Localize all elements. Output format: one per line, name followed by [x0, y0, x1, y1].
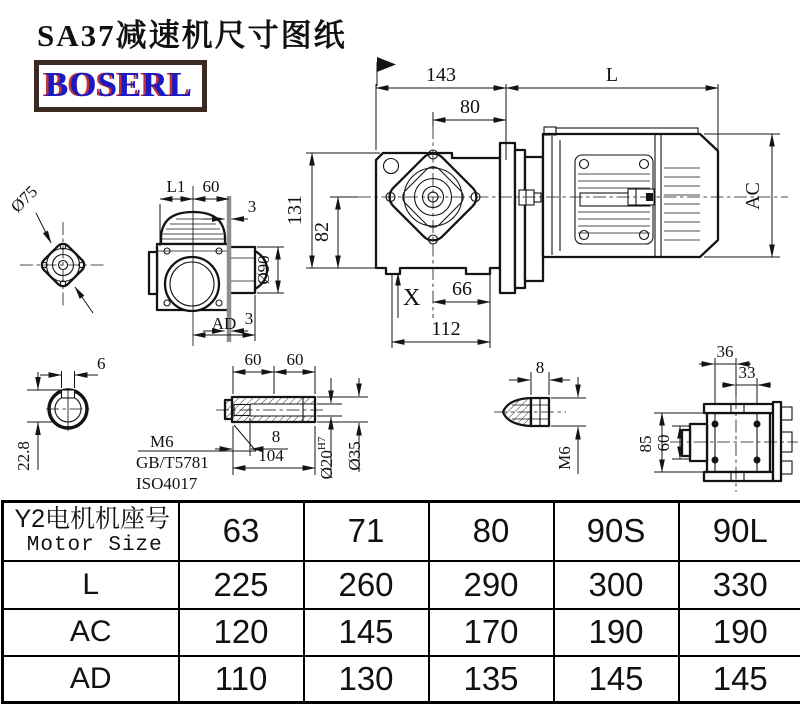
dim-6: 6: [97, 354, 106, 373]
dim-L1: L1: [166, 177, 186, 196]
table-row-L: [3, 561, 800, 609]
dim-33: 33: [738, 363, 756, 382]
key-section-view: [14, 354, 106, 471]
value-cell: 145: [304, 609, 429, 656]
dim-d20: Ø20: [317, 450, 336, 480]
row-label-cell: AC: [3, 609, 179, 656]
dim-104: 104: [258, 446, 284, 465]
row-label-cell: AD: [3, 656, 179, 703]
dim-m6-bolt: M6: [555, 446, 574, 470]
table-row-AC: [3, 609, 800, 656]
dim-d20-tolerance: H7: [316, 436, 328, 451]
dim-22-8: 22.8: [14, 441, 33, 471]
dim-L: L: [605, 64, 619, 86]
dim-80: 80: [460, 96, 480, 118]
label-gb-t5781: GB/T5781: [136, 453, 209, 472]
bolt-view: [494, 358, 586, 474]
value-cell: 225: [179, 561, 304, 609]
main-view: [284, 57, 788, 348]
label-m6: M6: [150, 432, 174, 451]
dim-82: 82: [311, 222, 333, 242]
dim-66: 66: [452, 278, 472, 300]
value-cell: 110: [179, 656, 304, 703]
dim-AD: AD: [211, 314, 237, 333]
dim-8-key: 8: [271, 427, 281, 446]
value-cell: 120: [179, 609, 304, 656]
dim-131: 131: [284, 195, 306, 225]
motor-size-cell: 90L: [679, 502, 800, 561]
dim-3-top: 3: [247, 197, 257, 216]
dim-60-side: 60: [202, 177, 220, 196]
dim-143: 143: [426, 64, 456, 86]
value-cell: 290: [429, 561, 554, 609]
value-cell: 190: [554, 609, 679, 656]
dim-d20h7: [316, 436, 336, 479]
dim-X: X: [403, 285, 421, 311]
dim-d35: Ø35: [345, 441, 364, 471]
rear-view: [636, 342, 798, 492]
dim-8-bolt: 8: [535, 358, 545, 377]
table-header-cn: Y2电机机座号: [14, 505, 171, 534]
dim-85: 85: [636, 435, 655, 453]
value-cell: 170: [429, 609, 554, 656]
row-label-cell: L: [3, 561, 179, 609]
dim-d90: Ø90: [254, 255, 273, 285]
value-cell: 190: [679, 609, 800, 656]
value-cell: 145: [679, 656, 800, 703]
dim-60a: 60: [244, 350, 262, 369]
label-iso4017: ISO4017: [136, 474, 198, 493]
dim-3-bottom: 3: [244, 309, 254, 328]
table-row-AD: [3, 656, 800, 703]
dimension-table: [1, 500, 799, 704]
value-cell: 300: [554, 561, 679, 609]
motor-size-cell: 90S: [554, 502, 679, 561]
flange-view: [7, 182, 106, 313]
motor-size-header-cell: [3, 502, 179, 561]
section-arrow: [377, 57, 396, 86]
oil-plug: [384, 159, 399, 174]
dim-AC: AC: [742, 182, 764, 210]
table-header-en: Motor Size: [26, 534, 163, 558]
adapter-flange: [500, 143, 515, 293]
dim-36: 36: [716, 342, 734, 361]
value-cell: 135: [429, 656, 554, 703]
table-header-row: [3, 502, 800, 561]
dim-60b: 60: [286, 350, 304, 369]
motor-size-cell: 71: [304, 502, 429, 561]
dim-112: 112: [431, 318, 461, 340]
value-cell: 130: [304, 656, 429, 703]
value-cell: 145: [554, 656, 679, 703]
page-title: SA37减速机尺寸图纸: [37, 18, 347, 53]
logo-text: BOSERL: [45, 65, 193, 104]
shaft-view: [136, 350, 368, 493]
motor-size-cell: 80: [429, 502, 554, 561]
value-cell: 330: [679, 561, 800, 609]
motor-size-cell: 63: [179, 502, 304, 561]
value-cell: 260: [304, 561, 429, 609]
dim-60-rear: 60: [654, 434, 673, 452]
side-view: [149, 177, 284, 346]
dim-d75: Ø75: [7, 182, 42, 217]
